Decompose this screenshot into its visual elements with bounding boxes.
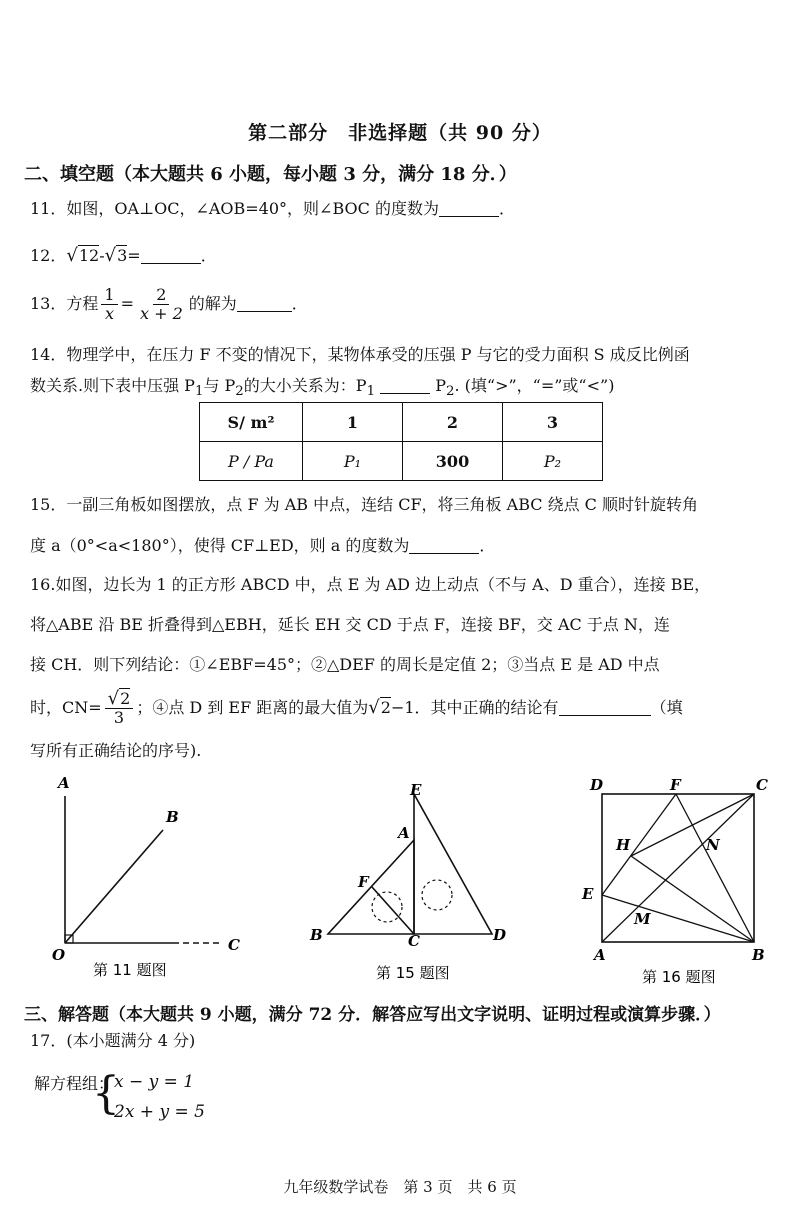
q17-label: 解方程组： — [34, 1074, 115, 1093]
q13-fraction-left — [101, 286, 117, 323]
page-title: 第二部分 非选择题（共 90 分） — [248, 122, 552, 144]
q16-fraction — [105, 690, 134, 727]
table-cell: 300 — [403, 442, 503, 481]
table-cell: P / Pa — [200, 442, 303, 481]
figure-11 — [40, 770, 260, 990]
q15-line-1: 15．一副三角板如图摆放，点 F 为 AB 中点，连结 CF，将三角板 ABC 绕点 C 顺时针旋转角 — [30, 495, 698, 514]
question-12 — [30, 245, 217, 267]
q14-text-e: . (填“>”，“=”或“<”) — [454, 376, 615, 395]
q14-text-b: 与 P — [203, 376, 236, 395]
sqrt-symbol: √ — [368, 697, 380, 718]
q16-line-4 — [30, 686, 683, 730]
label-B: B — [752, 946, 765, 964]
frac-denominator: x — [104, 304, 114, 323]
table-cell: P₁ — [303, 442, 403, 481]
q12-minus: - — [99, 246, 105, 265]
label-E: E — [410, 781, 422, 799]
figure-15 — [300, 780, 520, 990]
q16-line-1: 16.如图，边长为 1 的正方形 ABCD 中，点 E 为 AD 边上动点（不与 A、D 重合），连接 BE， — [30, 575, 711, 594]
q12-radicand-a: 12 — [78, 246, 100, 265]
q16-line-5: 写所有正确结论的序号). — [30, 741, 202, 760]
sqrt-symbol: √ — [107, 688, 120, 709]
q12-number: 12． — [30, 246, 67, 265]
label-E: E — [582, 885, 594, 903]
q14-text-a: 数关系.则下表中压强 P — [30, 376, 195, 395]
q13-fraction-right — [137, 286, 186, 323]
subscript: 1 — [194, 384, 204, 400]
figure-16 — [570, 770, 780, 995]
frac-denominator: x + 2 — [139, 304, 183, 323]
label-A: A — [58, 774, 70, 792]
label-M: M — [634, 910, 651, 928]
figure-16-caption: 第 16 题图 — [642, 968, 716, 986]
q12-answer-blank — [141, 247, 201, 264]
table-row — [200, 403, 603, 442]
subscript: 2 — [235, 384, 244, 400]
page-footer: 九年级数学试卷 第 3 页 共 6 页 — [283, 1178, 517, 1196]
label-F: F — [358, 873, 369, 891]
label-O: O — [52, 946, 66, 964]
q14-line-1: 14．物理学中，在压力 F 不变的情况下，某物体承受的压强 P 与它的受力面积 S 成反比例函 — [30, 345, 690, 364]
q14-text-c: 的大小关系为：P — [243, 376, 367, 395]
q13-suffix: 的解为 — [188, 294, 237, 313]
label-D: D — [590, 776, 604, 794]
q14-answer-blank — [380, 377, 430, 394]
q17-header: 17．(本小题满分 4 分) — [30, 1031, 196, 1050]
table-row — [200, 442, 603, 481]
table-cell: P₂ — [503, 442, 603, 481]
label-N: N — [706, 836, 720, 854]
q13-answer-blank — [237, 295, 292, 312]
question-11 — [30, 198, 515, 220]
label-A: A — [398, 824, 410, 842]
label-H: H — [616, 836, 631, 854]
q16-answer-blank — [559, 699, 651, 716]
q13-prefix: 13．方程 — [30, 294, 99, 313]
label-F: F — [670, 776, 681, 794]
subscript: 2 — [446, 384, 455, 400]
label-B: B — [166, 808, 179, 826]
frac-numerator — [105, 690, 134, 709]
radicand: 2 — [380, 698, 391, 717]
table-cell: S/ m² — [200, 403, 303, 442]
q14-text-d: P — [435, 376, 446, 395]
table-cell: 2 — [403, 403, 503, 442]
q14-table — [199, 402, 603, 481]
frac-numerator: 1 — [101, 286, 117, 305]
radicand: 2 — [120, 689, 131, 708]
q12-end: ． — [200, 246, 217, 265]
figure-11-caption: 第 11 题图 — [93, 961, 167, 979]
q11-text: 11．如图，OA⊥OC，∠AOB=40°，则∠BOC 的度数为 — [30, 199, 439, 218]
section-answer-header: 三、解答题（本大题共 9 小题，满分 72 分．解答应写出文字说明、证明过程或演算步骤．） — [24, 1005, 721, 1025]
frac-numerator: 2 — [153, 286, 169, 305]
sqrt-symbol: √ — [104, 245, 117, 266]
sqrt-symbol: √ — [66, 245, 78, 266]
q15-text: 度 a（0°<a<180°），使得 CF⊥ED，则 a 的度数为 — [30, 536, 410, 555]
frac-denominator: 3 — [113, 708, 125, 727]
q16-text-d: （填 — [650, 698, 683, 717]
q14-line-2 — [30, 375, 614, 403]
q17-equation-1: x − y = 1 — [114, 1072, 195, 1092]
q13-equals: = — [120, 294, 134, 313]
q12-equals: = — [127, 246, 141, 265]
label-C: C — [408, 932, 420, 950]
figure-15-caption: 第 15 题图 — [376, 964, 450, 982]
q16-line-3: 接 CH．则下列结论：①∠EBF=45°；②△DEF 的周长是定值 2；③当点 E 是 AD 中点 — [30, 655, 660, 674]
q11-end: ． — [498, 199, 515, 218]
system-brace: { — [92, 1068, 120, 1119]
q16-line-2: 将△ABE 沿 BE 折叠得到△EBH，延长 EH 交 CD 于点 F，连接 BF，交 AC 于点 N，连 — [30, 615, 670, 634]
label-D: D — [493, 926, 507, 944]
q16-text-a: 时，CN= — [30, 698, 102, 717]
section-fill-in-header: 二、填空题（本大题共 6 小题，每小题 3 分，满分 18 分．） — [24, 164, 517, 185]
table-cell: 3 — [503, 403, 603, 442]
q16-text-c: −1．其中正确的结论有 — [390, 698, 559, 717]
q11-answer-blank — [439, 200, 499, 217]
q16-text-b: ；④点 D 到 EF 距离的最大值为 — [136, 698, 369, 717]
q15-line-2 — [30, 535, 495, 557]
question-13 — [30, 284, 308, 324]
q15-end: ． — [479, 536, 496, 555]
label-C: C — [756, 776, 768, 794]
q13-end: ． — [291, 294, 308, 313]
q15-answer-blank — [409, 537, 479, 554]
label-B: B — [310, 926, 323, 944]
table-cell: 1 — [303, 403, 403, 442]
subscript: 1 — [366, 384, 376, 400]
label-A: A — [594, 946, 606, 964]
q12-radicand-b: 3 — [117, 246, 128, 265]
q17-equation-2: 2x + y = 5 — [114, 1102, 205, 1122]
label-C: C — [228, 936, 240, 954]
